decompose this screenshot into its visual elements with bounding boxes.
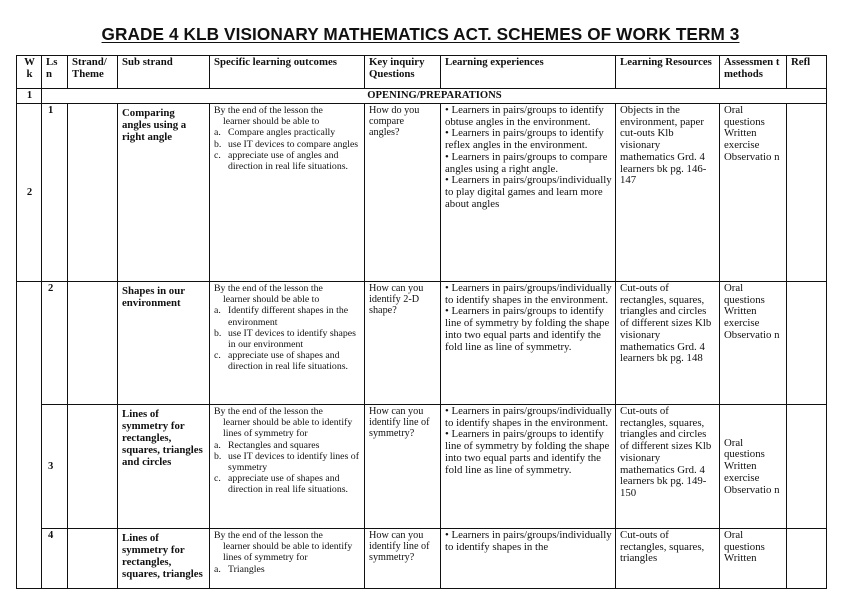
reflection-cell [787, 405, 827, 529]
outcome-marker: b. [214, 327, 222, 339]
outcome-marker: b. [214, 450, 222, 462]
outcome-text: Rectangles and squares [228, 439, 320, 451]
reflection-cell [787, 282, 827, 405]
reflection-cell [787, 529, 827, 589]
experience-item: • Learners in pairs/groups to identify obtuse angles in the environment. [445, 104, 604, 128]
sub-strand-cell: Comparing angles using a right angle [118, 104, 210, 282]
outcome-item [214, 305, 361, 327]
experience-item: • Learners in pairs/groups to identify line of symmetry by folding the shape into two equal parts and identify the fold line as line of symmetry. [445, 305, 610, 353]
outcome-text: appreciate use of angles and direction in real life situations. [228, 149, 348, 173]
experience-item: • Learners in pairs/groups to identify reflex angles in the environment. [445, 127, 604, 152]
outcomes-cell [210, 405, 365, 529]
experiences-cell [441, 405, 616, 529]
outcomes-intro: By the end of the lesson the [214, 530, 323, 541]
table-row [17, 282, 827, 405]
assessment-cell: Oral questions Written exercise Observatio n [720, 282, 787, 405]
outcome-marker: c. [214, 473, 221, 485]
outcome-item [214, 440, 361, 451]
header-lesson: Ls n [42, 56, 68, 89]
resources-cell: Objects in the environment, paper cut-outs Klb visionary mathematics Grd. 4 learners bk pg. 146-147 [616, 104, 720, 282]
header-experiences: Learning experiences [441, 56, 616, 89]
outcome-item [214, 139, 361, 150]
key-inquiry-cell: How can you identify line of symmetry? [365, 405, 441, 529]
table-row [17, 405, 827, 529]
key-inquiry-cell: How can you identify line of symmetry? [365, 529, 441, 589]
outcome-item [214, 564, 361, 575]
outcome-marker: b. [214, 138, 222, 150]
assessment-cell: Oral questions Written exercise Observatio n [720, 104, 787, 282]
outcome-item [214, 451, 361, 473]
outcome-text: Triangles [228, 563, 265, 575]
outcome-text: use IT devices to identify lines of symmetry [228, 450, 359, 474]
strand-cell [68, 405, 118, 529]
outcomes-cell [210, 104, 365, 282]
header-sub-strand: Sub strand [118, 56, 210, 89]
sub-strand-cell: Shapes in our environment [118, 282, 210, 405]
outcome-marker: a. [214, 439, 221, 451]
header-week: W k [17, 56, 42, 89]
week-cell-merged [17, 282, 42, 589]
outcome-text: Compare angles practically [228, 127, 336, 139]
outcomes-cell [210, 529, 365, 589]
document-title: GRADE 4 KLB VISIONARY MATHEMATICS ACT. SCHEMES OF WORK TERM 3 [101, 24, 740, 44]
experiences-cell [441, 104, 616, 282]
outcome-marker: a. [214, 563, 221, 575]
outcome-item [214, 127, 361, 138]
key-inquiry-cell: How do you compare angles? [365, 104, 441, 282]
experience-item: • Learners in pairs/groups to compare angles using a right angle. [445, 150, 608, 175]
outcomes-intro: By the end of the lesson the [214, 406, 323, 417]
experience-item: • Learners in pairs/groups to identify line of symmetry by folding the shape into two equal parts and identify the fold line as line of symmetry. [445, 428, 610, 476]
reflection-cell [787, 104, 827, 282]
header-resources: Learning Resources [616, 56, 720, 89]
outcomes-cell [210, 282, 365, 405]
outcomes-intro-2: learner should be able to identify lines of symmetry for [223, 541, 353, 564]
week-label: OPENING/PREPARATIONS [42, 89, 827, 104]
lesson-number: 1 [42, 104, 68, 282]
outcome-text: appreciate use of shapes and direction in real life situations. [228, 473, 348, 496]
sub-strand-cell: Lines of symmetry for rectangles, squares, triangles [118, 529, 210, 589]
table-row [17, 529, 827, 589]
strand-cell [68, 282, 118, 405]
outcome-item [214, 150, 361, 172]
outcome-text: use IT devices to identify shapes in our environment [228, 327, 356, 351]
week-number: 1 [17, 89, 42, 104]
week-number: 2 [17, 104, 42, 282]
outcome-text: Identify different shapes in the environment [228, 305, 349, 328]
outcome-item [214, 473, 361, 495]
sub-strand-cell: Lines of symmetry for rectangles, squares, triangles and circles [118, 405, 210, 529]
header-reflection: Refl [787, 56, 827, 89]
experience-item: • Learners in pairs/groups/individually to identify shapes in the environment. [445, 405, 612, 429]
assessment-cell: Oral questions Written exercise Observatio n [720, 405, 787, 529]
outcomes-intro-2: learner should be able to identify lines of symmetry for [223, 417, 353, 440]
experience-item: • Learners in pairs/groups/individually to identify shapes in the [445, 529, 612, 553]
header-strand: Strand/ Theme [68, 56, 118, 89]
resources-cell: Cut-outs of rectangles, squares, triangles and circles of different sizes Klb visionary mathematics Grd. 4 learners bk pg. 148 [616, 282, 720, 405]
outcomes-intro: By the end of the lesson the [214, 105, 323, 116]
header-assessment: Assessmen t methods [720, 56, 787, 89]
key-inquiry-cell: How can you identify 2-D shape? [365, 282, 441, 405]
lesson-number: 2 [42, 282, 68, 405]
outcome-marker: a. [214, 305, 221, 317]
strand-cell [68, 529, 118, 589]
strand-cell [68, 104, 118, 282]
outcomes-intro-2: learner should be able to [223, 294, 320, 306]
resources-cell: Cut-outs of rectangles, squares, triangles and circles of different sizes Klb visionary mathematics Grd. 4 learners bk pg. 149-150 [616, 405, 720, 529]
experiences-cell [441, 282, 616, 405]
experience-item: • Learners in pairs/groups/individually to identify shapes in the environment. [445, 282, 612, 306]
outcome-marker: a. [214, 127, 221, 139]
outcome-text: appreciate use of shapes and direction in real life situations. [228, 350, 348, 373]
outcome-text: use IT devices to compare angles [228, 138, 359, 150]
outcome-marker: c. [214, 149, 221, 161]
table-row [17, 104, 827, 282]
header-key-inquiry: Key inquiry Questions [365, 56, 441, 89]
week-1-row [17, 89, 827, 104]
experiences-cell [441, 529, 616, 589]
assessment-cell: Oral questions Written [720, 529, 787, 589]
schemes-of-work-table [16, 55, 827, 589]
outcomes-intro: By the end of the lesson the [214, 283, 323, 294]
outcome-item [214, 328, 361, 350]
experience-item: • Learners in pairs/groups/individually to play digital games and learn more about angles [445, 174, 612, 210]
lesson-number: 3 [42, 405, 68, 529]
header-row [17, 56, 827, 89]
lesson-number: 4 [42, 529, 68, 589]
outcome-marker: c. [214, 350, 221, 362]
resources-cell: Cut-outs of rectangles, squares, triangles [616, 529, 720, 589]
outcome-item [214, 350, 361, 372]
header-outcomes: Specific learning outcomes [210, 56, 365, 89]
outcomes-intro-2: learner should be able to [223, 116, 320, 128]
